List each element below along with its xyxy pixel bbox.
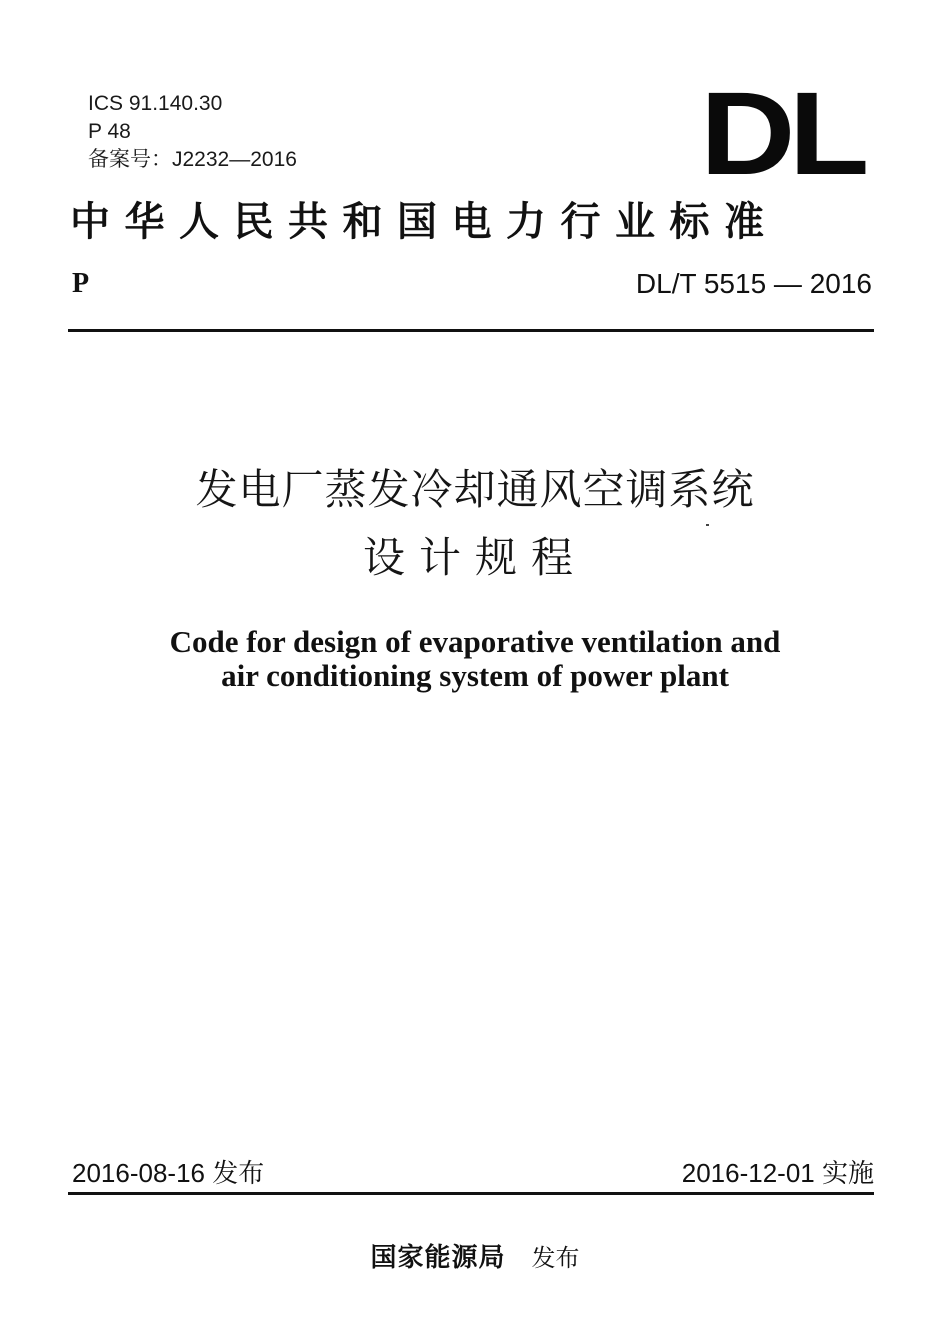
document-metadata [88,90,297,174]
dl-logo: DL [700,68,863,200]
classification-code: P 48 [88,120,131,143]
bottom-divider [68,1192,874,1195]
category-letter: P [72,268,90,299]
publisher-line [0,1240,950,1276]
issue-date: 2016-08-16 发布 [72,1158,265,1188]
filing-number: 备案号：J2232—2016 [88,148,297,171]
english-title-line-2: air conditioning system of power plant [221,658,729,693]
standard-number: DL/T 5515 — 2016 [635,268,872,299]
chinese-title-line-2: 设计规程 [362,533,587,582]
ics-code: ICS 91.140.30 [88,92,223,115]
english-title-line-1: Code for design of evaporative ventilation and [169,624,781,659]
scan-speck [706,524,709,526]
publisher-action: 发布 [531,1244,580,1272]
top-divider [68,329,874,332]
standard-category-title: 中华人民共和国电力行业标准 [70,198,779,245]
publisher-org: 国家能源局 [370,1243,506,1273]
chinese-title-line-1: 发电厂蒸发冷却通风空调系统 [195,465,755,514]
implementation-date: 2016-12-01 实施 [681,1158,874,1188]
